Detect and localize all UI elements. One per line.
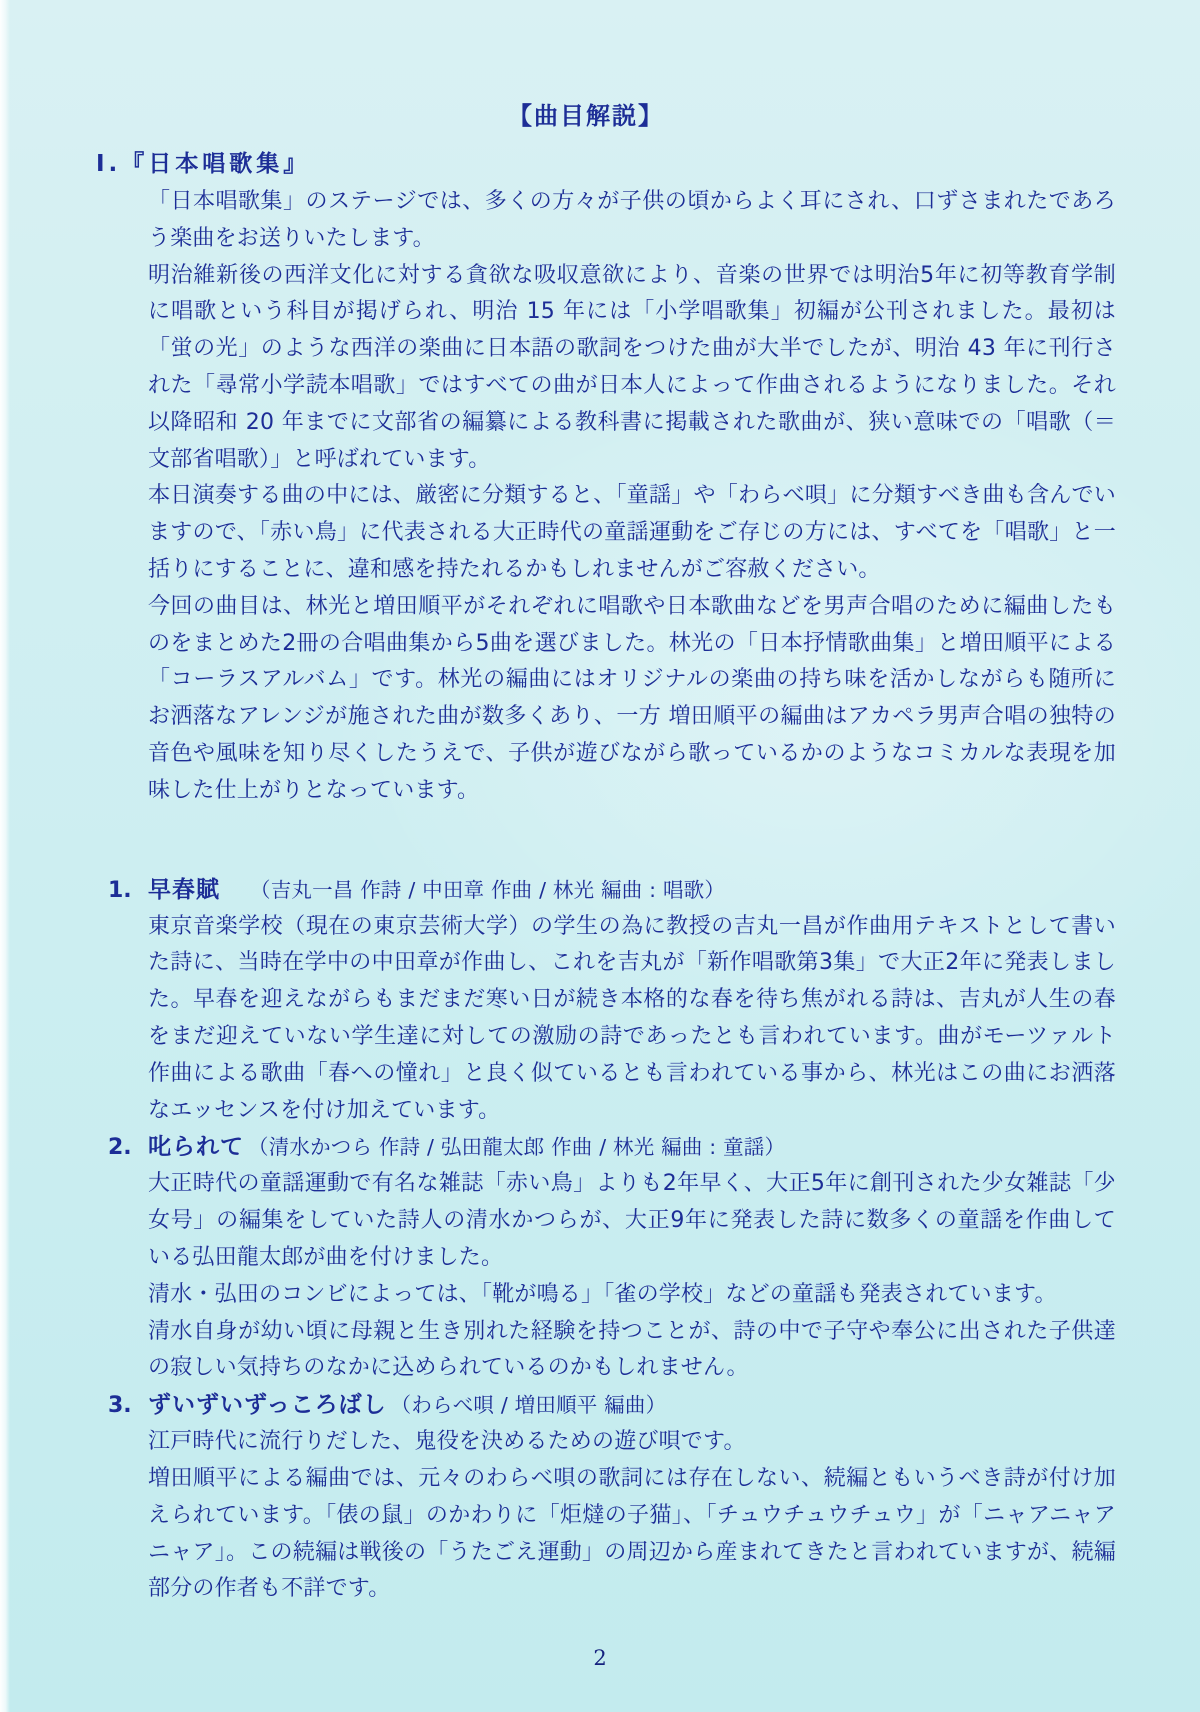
section-intro [148,184,1116,810]
song-credits: （わらべ唄 / 増田順平 編曲） [390,1393,667,1418]
song-credits: （清水かつら 作詩 / 弘田龍太郎 作曲 / 林光 編曲 : 童謡） [248,1135,786,1160]
song-paragraph: 東京音楽学校（現在の東京芸術大学）の学生の為に教授の吉丸一昌が作曲用テキストとして書いた詩に、当時在学中の中田章が作曲し、これを吉丸が「新作唱歌第3集」で大正2年に発表しました。早春を迎えながらもまだまだ寒い日が続き本格的な春を待ち焦がれる詩は、吉丸が人生の春をまだ迎えていない学生達に対しての激励の詩であったとも言われています。曲がモーツァルト作曲による歌曲「春への憧れ」と良く似ているとも言われている事から、林光はこの曲にお洒落なエッセンスを付け加えています。 [148,913,1116,1123]
song-heading [108,872,1116,909]
song-paragraph: 江戸時代に流行りだした、鬼役を決めるための遊び唄です。 [148,1429,746,1455]
song-paragraph: 大正時代の童謡運動で有名な雑誌「赤い鳥」よりも2年早く、大正5年に創刊された少女雑誌「少女号」の編集をしていた詩人の清水かつらが、大正9年に発表した詩に数多くの童謡を作曲している弘田龍太郎が曲を付けました。 [148,1171,1116,1270]
section-heading-nihon-shokashu: Ⅰ.『日本唱歌集』 [96,151,311,177]
intro-paragraph: 今回の曲目は、林光と増田順平がそれぞれに唱歌や日本歌曲などを男声合唱のために編曲したものをまとめた2冊の合唱曲集から5曲を選びました。林光の「日本抒情歌曲集」と増田順平による「コーラスアルバム」です。林光の編曲にはオリジナルの楽曲の持ち味を活かしながらも随所にお洒落なアレンジが施された曲が数多くあり、一方 増田順平の編曲はアカペラ男声合唱の独特の音色や風味を知り尽くしたうえで、子供が遊びながら歌っているかのようなコミカルな表現を加味した仕上がりとなっています。 [148,593,1116,803]
song-number: 3. [108,1393,132,1419]
intro-paragraph: 「日本唱歌集」のステージでは、多くの方々が子供の頃からよく耳にされ、口ずさまれたであろう楽曲をお送りいたします。 [148,189,1116,251]
song-heading [108,1387,1116,1424]
song-credits: （吉丸一昌 作詩 / 中田章 作曲 / 林光 編曲 : 唱歌） [250,877,726,902]
song-paragraph: 清水・弘田のコンビによっては、「靴が鳴る」「雀の学校」などの童謡も発表されています。 [148,1281,1057,1307]
song-paragraph: 清水自身が幼い頃に母親と生き別れた経験を持つことが、詩の中で子守や奉公に出された子供達の寂しい気持ちのなかに込められているのかもしれません。 [148,1318,1116,1381]
page-content [0,145,1200,1608]
song-number: 2. [108,1135,132,1161]
song-note-zuizui-zukkorobashi [108,1387,1116,1608]
song-title: ずいずいずっころばし [148,1392,387,1419]
intro-paragraph: 本日演奏する曲の中には、厳密に分類すると、「童謡」や「わらべ唄」に分類すべき曲も含んでいますので、「赤い鳥」に代表される大正時代の童謡運動をご存じの方には、すべてを「唱歌」と一括りにすることに、違和感を持たれるかもしれませんがご容赦ください。 [148,483,1116,582]
song-note-soshunfu [108,872,1116,1130]
page-number: 2 [593,1646,607,1670]
doc-title-row [0,0,1200,131]
song-title: 早春賦 [148,876,220,903]
intro-paragraph: 明治維新後の西洋文化に対する貪欲な吸収意欲により、音楽の世界では明治5年に初等教育学制に唱歌という科目が掲げられ、明治 15 年には「小学唱歌集」初編が公刊されました。最初は「蛍の光」のような西洋の楽曲に日本語の歌詞をつけた曲が大半でしたが、明治 43 年に刊行された「尋常小学読本唱歌」ではすべての曲が日本人によって作曲されるようになりました。それ以降昭和 20 年までに文部省の編纂による教科書に掲載された歌曲が、狭い意味での「唱歌（＝文部省唱歌）」と呼ばれています。 [148,262,1116,472]
song-notes-list [108,872,1116,1609]
song-note-shikararete [108,1129,1116,1387]
page-title: 【曲目解説】 [508,102,664,130]
song-paragraph: 増田順平による編曲では、元々のわらべ唄の歌詞には存在しない、続編ともいうべき詩が付け加えられています。「俵の鼠」のかわりに「炬燵の子猫」、「チュウチュウチュウ」が「ニャアニャアニャア」。この続編は戦後の「うたごえ運動」の周辺から産まれてきたと言われていますが、続編部分の作者も不詳です。 [148,1465,1116,1602]
song-number: 1. [108,877,132,903]
song-title: 叱られて [148,1134,244,1161]
song-heading [108,1129,1116,1166]
